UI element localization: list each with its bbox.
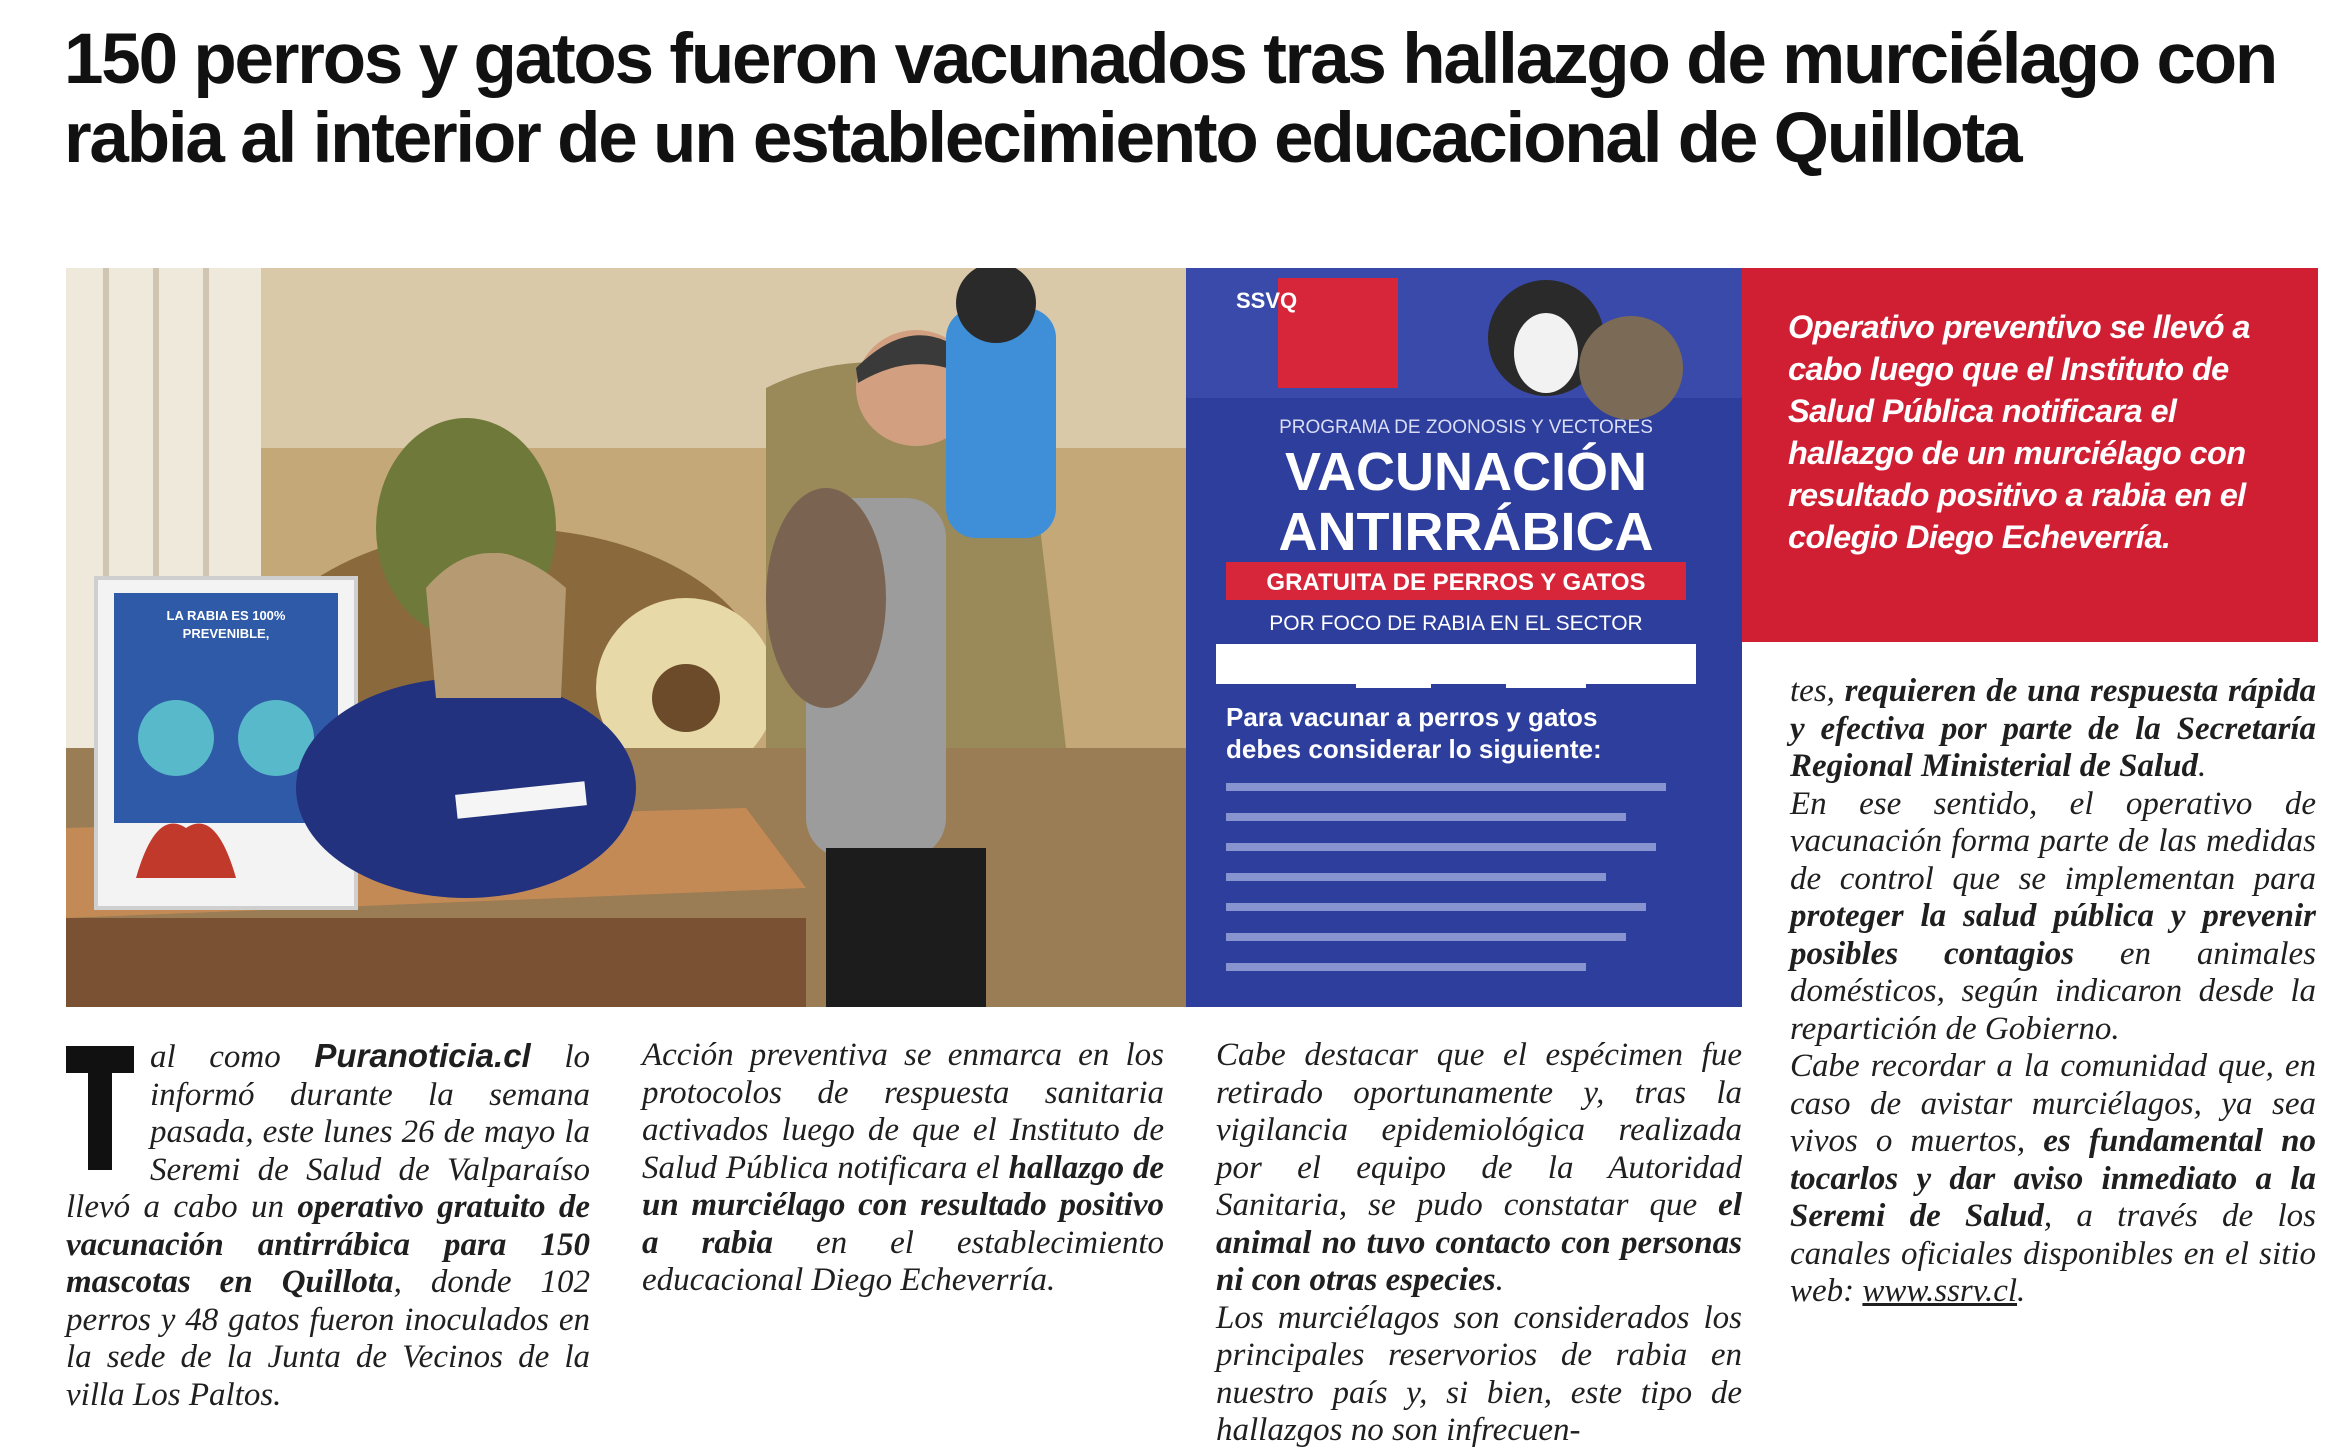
article-headline: 150 perros y gatos fueron vacunados tras hallazgo de murciélago con rabia al interior de un establecimiento educacional de Quillota xyxy=(64,20,2277,178)
body-paragraph-2: Acción preventiva se enmarca en los protocolos de respuesta sanitaria activados luego de que el Instituto de Salud Pública notificara el hallazgo de un murciélago con resultado positivo a rabia en el establecimiento educacional Diego Echeverría. xyxy=(642,1037,1164,1298)
banner-subtitle: GRATUITA DE PERROS Y GATOS xyxy=(1266,569,1646,596)
svg-text:SSVQ: SSVQ xyxy=(1236,288,1298,313)
banner-program: PROGRAMA DE ZOONOSIS Y VECTORES xyxy=(1279,417,1653,438)
banner-hrs: Hrs. xyxy=(1594,664,1627,684)
body-column-4 xyxy=(1790,673,2316,1311)
vaccination-banner xyxy=(1186,268,1742,1007)
website-link[interactable]: www.ssrv.cl xyxy=(1862,1273,2018,1309)
poster-line-2: PREVENIBLE, xyxy=(182,626,270,641)
dog xyxy=(766,488,886,708)
banner-title-2: ANTIRRÁBICA xyxy=(1278,502,1654,562)
banner-attention-label: Atención de xyxy=(1224,661,1330,683)
banner-title-1: VACUNACIÓN xyxy=(1285,442,1647,502)
body-paragraph-4-cont: tes, requieren de una respuesta rápida y efectiva por parte de la Secretaría Regional Ministerial de Salud. xyxy=(1790,673,2316,784)
banner-instructions-1: Para vacunar a perros y gatos xyxy=(1226,702,1598,732)
banner-focus: POR FOCO DE RABIA EN EL SECTOR xyxy=(1269,612,1643,635)
poster-line-1: LA RABIA ES 100% xyxy=(166,608,286,623)
body-column-3 xyxy=(1216,1037,1742,1450)
body-column-2 xyxy=(642,1037,1164,1300)
body-column-1 xyxy=(66,1037,590,1414)
dropcap-t xyxy=(66,1046,134,1170)
banner-hrs-a: Hrs. a xyxy=(1441,664,1490,684)
callout-box xyxy=(1742,268,2318,642)
body-paragraph-3: Cabe destacar que el espécimen fue retirado oportunamente y, tras la vigilancia epidemiológica realizada por el equipo de la Autoridad Sanitaria, se pudo constatar que el animal no tuvo contacto con personas ni con otras especies. xyxy=(1216,1037,1742,1298)
body-paragraph-1: al como Puranoticia.cl lo informó durante la semana pasada, este lunes 26 de mayo la Seremi de Salud de Valparaíso llevó a cabo un operativo gratuito de vacunación antirrábica para 150 mascotas en Quillota, donde 102 perros y 48 gatos fueron inoculados en la sede de la Junta de Vecinos de la villa Los Paltos. xyxy=(66,1037,590,1413)
banner-instructions-2: debes considerar lo siguiente: xyxy=(1226,734,1602,764)
body-paragraph-5: En ese sentido, el operativo de vacunación forma parte de las medidas de control que se implementan para proteger la salud pública y prevenir posibles contagios en animales domésticos, según indicaron desde la repartición de Gobierno. xyxy=(1790,785,2316,1047)
body-paragraph-4: Los murciélagos son considerados los principales reservorios de rabia en nuestro país y, si bien, este tipo de hallazgos no son infrecuen- xyxy=(1216,1299,1742,1448)
callout-text: Operativo preventivo se llevó a cabo luego que el Instituto de Salud Pública notificara el hallazgo de un murciélago con resultado positivo a rabia en el colegio Diego Echeverría. xyxy=(1788,309,2250,555)
source-name: Puranoticia.cl xyxy=(314,1037,531,1074)
article-photo xyxy=(66,268,1742,1007)
body-paragraph-6: Cabe recordar a la comunidad que, en caso de avistar murciélagos, ya sea vivos o muertos, es fundamental no tocarlos y dar aviso inmediato a la Seremi de Salud, a través de los canales oficiales disponibles en el sitio web: www.ssrv.cl. xyxy=(1790,1048,2317,1309)
